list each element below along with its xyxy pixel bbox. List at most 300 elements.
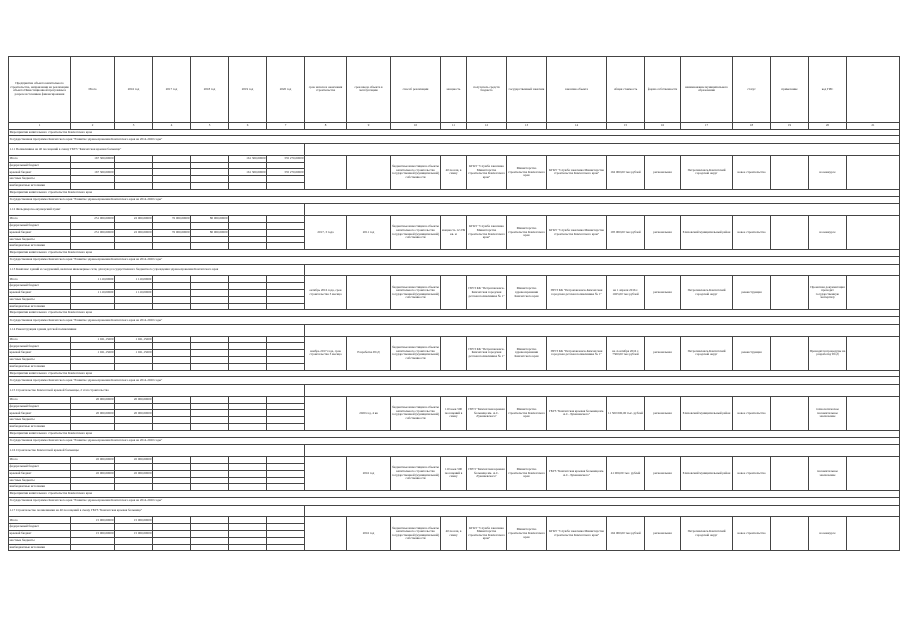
empty-cell	[771, 517, 809, 551]
program-row	[9, 497, 900, 505]
financing-value	[267, 517, 305, 524]
financing-value	[153, 357, 191, 364]
empty-cell	[771, 155, 809, 189]
financing-value	[153, 457, 191, 464]
financing-value	[191, 463, 229, 470]
financing-value: 15 000,00000	[71, 517, 115, 524]
financing-label: Итого	[9, 457, 71, 464]
financing-value	[153, 470, 191, 477]
financing-value	[267, 176, 305, 183]
financing-label: краевой бюджет	[9, 470, 71, 477]
term-cell: октябрь 2016 года, срок строительства 3 месяца	[305, 276, 347, 310]
financing-row	[9, 276, 900, 283]
financing-value: 335 270,00000	[267, 155, 305, 162]
financing-value: 76 000,00000	[153, 229, 191, 236]
owner-cell: ГБУЗ "Камчатская краевая больница им. А.С. Лукашевского"	[547, 457, 607, 491]
object-title: 1.12 Фельдшерско-акушерский пункт	[9, 204, 305, 216]
empty-cell	[771, 276, 809, 310]
financing-value	[153, 544, 191, 551]
method-cell: бюджетные инвестиции в объекты капитального строительства государственной (муниципальной) собственности	[391, 155, 441, 189]
financing-value: 1 110,00000	[115, 276, 153, 283]
financing-value	[153, 176, 191, 183]
financing-value	[71, 417, 115, 424]
financing-value	[267, 229, 305, 236]
commissioning-cell: 2011 год	[347, 216, 391, 250]
financing-value	[71, 183, 115, 190]
object-title: 1.13 Комплекс зданий и сооружений, включая инженерные сети, для нужд государственного бюджетного учреждения здравоохранения Камчатского края	[9, 264, 305, 276]
financing-label: местные бюджеты	[9, 357, 71, 364]
financing-value: 1 021,15000	[71, 350, 115, 357]
owner-cell: ГБУЗ КК "Петропавловск-Камчатская городская детская поликлиника № 1"	[547, 336, 607, 370]
financing-value	[267, 276, 305, 283]
financing-value	[153, 169, 191, 176]
gis-cell	[847, 457, 900, 491]
financing-value	[267, 222, 305, 229]
object-title: 1.14 Реконструкция здания детской поликлиники	[9, 324, 305, 336]
financing-value	[115, 283, 153, 290]
column-number: 8	[305, 122, 347, 129]
recipient-cell: ГБУЗ "Камчатская краевая больница им. А.С. Лукашевского"	[467, 457, 507, 491]
status-cell: новое строительство	[733, 457, 771, 491]
column-number: 5	[191, 122, 229, 129]
column-number: 6	[229, 122, 267, 129]
financing-value	[229, 236, 267, 243]
financing-row	[9, 216, 900, 223]
financing-value	[229, 162, 267, 169]
financing-value	[153, 343, 191, 350]
method-cell: бюджетные инвестиции в объекты капитального строительства государственной (муниципальной) собственности	[391, 216, 441, 250]
financing-value	[71, 296, 115, 303]
section-row	[9, 491, 900, 498]
financing-value: 22 000,00000	[115, 216, 153, 223]
financing-value	[191, 477, 229, 484]
financing-value	[267, 336, 305, 343]
financing-value	[267, 296, 305, 303]
cost-cell: на 1 апреля 2016 г. 1025,00 тыс.рублей	[607, 276, 645, 310]
financing-value	[191, 544, 229, 551]
column-number: 18	[733, 122, 771, 129]
commissioning-cell: 2020 год, 4 кв	[347, 396, 391, 430]
financing-label: внебюджетные источники	[9, 544, 71, 551]
empty-cell	[771, 396, 809, 430]
municipality-cell: Елизовский муниципальный район	[681, 457, 733, 491]
cost-cell: 41 000,00 тыс. рублей	[607, 457, 645, 491]
owner-cell: ГБУЗ КК "Петропавловск-Камчатская городская детская поликлиника № 1"	[547, 276, 607, 310]
gis-cell	[847, 517, 900, 551]
financing-value	[115, 417, 153, 424]
financing-value	[229, 176, 267, 183]
column-header: примечание	[771, 57, 809, 123]
capacity-cell: 40 посещ. в смену	[441, 517, 467, 551]
term-cell	[305, 396, 347, 430]
financing-value	[191, 176, 229, 183]
commissioning-cell: 2016 год	[347, 517, 391, 551]
column-number: 15	[607, 122, 645, 129]
municipality-cell: Елизовский муниципальный район	[681, 396, 733, 430]
section-row	[9, 370, 900, 377]
financing-value	[191, 303, 229, 310]
gis-cell	[847, 155, 900, 189]
section-title: Мероприятия капитального строительства Камчатского края	[9, 491, 900, 498]
municipality-cell: Петропавловск-Камчатский городской округ	[681, 276, 733, 310]
financing-value	[229, 410, 267, 417]
financing-value: 20 000,00000	[115, 396, 153, 403]
column-header: срок начала и окончания строительства	[305, 57, 347, 123]
financing-value	[229, 343, 267, 350]
object-row	[9, 204, 900, 216]
financing-value	[191, 357, 229, 364]
column-header: Предприятие объекта капитального строительства, направления на реализацию объекта Инвестиционной программы в разрезе источников финансирования	[9, 57, 71, 123]
financing-value	[115, 343, 153, 350]
note-cell: на конкурсе	[809, 216, 847, 250]
customer-cell: Министерство строительства Камчатского края	[507, 396, 547, 430]
column-header: получатель средств бюджета	[467, 57, 507, 123]
financing-value	[153, 477, 191, 484]
financing-label: внебюджетные источники	[9, 303, 71, 310]
object-row	[9, 445, 900, 457]
program-row	[9, 196, 900, 204]
financing-value: 251 000,00000	[71, 216, 115, 223]
municipality-cell: Петропавловск-Камчатский городской округ	[681, 155, 733, 189]
financing-value	[267, 477, 305, 484]
financing-value	[267, 350, 305, 357]
financing-value	[71, 463, 115, 470]
financing-label: краевой бюджет	[9, 410, 71, 417]
municipality-cell: Петропавловск-Камчатский городской округ	[681, 336, 733, 370]
investment-program-table	[8, 56, 900, 551]
financing-value	[229, 530, 267, 537]
financing-label: местные бюджеты	[9, 477, 71, 484]
financing-label: внебюджетные источники	[9, 484, 71, 491]
ownership-cell: региональная	[645, 457, 681, 491]
object-title: 1.15 Строительство Камчатской краевой больницы, 2 этап строительства	[9, 385, 305, 397]
status-cell: новое строительство	[733, 396, 771, 430]
financing-label: краевой бюджет	[9, 289, 71, 296]
program-row	[9, 377, 900, 385]
column-header: форма собственности	[645, 57, 681, 123]
financing-value	[153, 396, 191, 403]
empty-cell	[771, 457, 809, 491]
recipient-cell: ГБУЗ КК "Петропавловск-Камчатская городская детская поликлиника № 1"	[467, 276, 507, 310]
object-row	[9, 385, 900, 397]
financing-value	[267, 216, 305, 223]
commissioning-cell	[347, 155, 391, 189]
ownership-cell: региональная	[645, 396, 681, 430]
financing-value	[229, 289, 267, 296]
financing-label: Итого	[9, 276, 71, 283]
financing-value	[71, 544, 115, 551]
financing-label: местные бюджеты	[9, 537, 71, 544]
financing-value	[267, 303, 305, 310]
financing-value	[267, 524, 305, 531]
financing-label: внебюджетные источники	[9, 183, 71, 190]
financing-value	[191, 350, 229, 357]
financing-value	[267, 363, 305, 370]
financing-label: федеральный бюджет	[9, 162, 71, 169]
financing-value: 45 000,00000	[71, 457, 115, 464]
financing-value	[153, 363, 191, 370]
financing-value	[267, 343, 305, 350]
financing-value	[153, 276, 191, 283]
financing-value	[191, 537, 229, 544]
capacity-cell: 110 коек 500 посещений в смену	[441, 396, 467, 430]
financing-row	[9, 517, 900, 524]
ownership-cell: региональная	[645, 517, 681, 551]
program-title: Государственная программа Камчатского края "Развитие здравоохранения Камчатского края на 2014-2020 годы"	[9, 196, 900, 204]
recipient-cell: КГКУ "Служба заказчика Министерства строительства Камчатского края"	[467, 155, 507, 189]
financing-row	[9, 155, 900, 162]
financing-value	[267, 484, 305, 491]
financing-label: федеральный бюджет	[9, 283, 71, 290]
financing-value	[229, 229, 267, 236]
financing-value: 161 300,00000	[229, 169, 267, 176]
financing-value: 15 000,00000	[71, 530, 115, 537]
object-row	[9, 144, 900, 156]
financing-label: Итого	[9, 396, 71, 403]
financing-value	[229, 477, 267, 484]
financing-value	[71, 363, 115, 370]
financing-value	[229, 457, 267, 464]
column-header: способ реализации	[391, 57, 441, 123]
financing-value	[71, 537, 115, 544]
financing-value	[229, 424, 267, 431]
column-number: 9	[347, 122, 391, 129]
financing-value	[267, 403, 305, 410]
financing-value	[267, 236, 305, 243]
financing-label: Итого	[9, 336, 71, 343]
financing-value	[229, 296, 267, 303]
term-cell: 2017, 3 года	[305, 216, 347, 250]
financing-value	[267, 417, 305, 424]
financing-value	[267, 544, 305, 551]
financing-value	[191, 296, 229, 303]
financing-value	[191, 162, 229, 169]
method-cell: бюджетные инвестиции в объекты капитального строительства государственной (муниципальной) собственности	[391, 276, 441, 310]
financing-value: 45 000,00000	[115, 457, 153, 464]
cost-cell: на 4 октября 2016 г. 7500,00 тыс.рублей	[607, 336, 645, 370]
financing-label: внебюджетные источники	[9, 363, 71, 370]
financing-value	[153, 162, 191, 169]
column-header: 2018 год	[191, 57, 229, 123]
section-row	[9, 129, 900, 136]
financing-value	[153, 303, 191, 310]
financing-value	[115, 169, 153, 176]
customer-cell: Министерство строительства Камчатского края	[507, 517, 547, 551]
financing-row	[9, 396, 900, 403]
financing-value	[229, 222, 267, 229]
financing-value	[191, 470, 229, 477]
program-title: Государственная программа Камчатского края "Развитие здравоохранения Камчатского края на 2014-2020 годы"	[9, 136, 900, 144]
status-cell: новое строительство	[733, 216, 771, 250]
column-number: 11	[441, 122, 467, 129]
financing-value	[115, 303, 153, 310]
column-header: Итого	[71, 57, 115, 123]
financing-value	[229, 403, 267, 410]
financing-value	[229, 470, 267, 477]
financing-value	[229, 363, 267, 370]
financing-value: 45 000,00000	[115, 470, 153, 477]
financing-value	[191, 410, 229, 417]
financing-value: 80 000,00000	[191, 216, 229, 223]
financing-value: 1 021,15000	[115, 336, 153, 343]
column-header: 2017 год	[153, 57, 191, 123]
program-title: Государственная программа Камчатского края "Развитие здравоохранения Камчатского края на 2014-2020 годы"	[9, 377, 900, 385]
table-cell	[305, 385, 900, 397]
column-header: срок ввода объекта в эксплуатацию	[347, 57, 391, 123]
financing-value	[71, 303, 115, 310]
capacity-cell	[441, 276, 467, 310]
financing-value	[71, 236, 115, 243]
financing-value	[191, 222, 229, 229]
financing-value	[229, 396, 267, 403]
gis-cell	[847, 276, 900, 310]
financing-value	[71, 524, 115, 531]
financing-value	[229, 303, 267, 310]
financing-value	[267, 183, 305, 190]
status-cell: новое строительство	[733, 155, 771, 189]
financing-label: федеральный бюджет	[9, 222, 71, 229]
ownership-cell: региональная	[645, 216, 681, 250]
table-cell	[305, 144, 900, 156]
financing-value	[153, 524, 191, 531]
financing-value	[267, 243, 305, 250]
financing-value	[115, 537, 153, 544]
section-row	[9, 250, 900, 257]
section-title: Мероприятия капитального строительства Камчатского края	[9, 189, 900, 196]
section-row	[9, 189, 900, 196]
column-number: 1	[9, 122, 71, 129]
column-number: 12	[467, 122, 507, 129]
financing-label: краевой бюджет	[9, 530, 71, 537]
financing-label: внебюджетные источники	[9, 424, 71, 431]
financing-value	[191, 183, 229, 190]
column-number: 19	[771, 122, 809, 129]
financing-value	[153, 403, 191, 410]
capacity-cell: мощность 12 239 кв. м	[441, 216, 467, 250]
column-number: 2	[71, 122, 115, 129]
financing-value	[153, 222, 191, 229]
financing-value	[229, 357, 267, 364]
financing-label: местные бюджеты	[9, 296, 71, 303]
term-cell	[305, 517, 347, 551]
ownership-cell: региональная	[645, 336, 681, 370]
program-row	[9, 136, 900, 144]
financing-value	[115, 183, 153, 190]
financing-value	[229, 183, 267, 190]
financing-value: 1 110,00000	[71, 289, 115, 296]
financing-value	[153, 243, 191, 250]
financing-value	[267, 162, 305, 169]
term-cell	[305, 457, 347, 491]
financing-label: федеральный бюджет	[9, 524, 71, 531]
method-cell: бюджетные инвестиции в объекты капитального строительства государственной (муниципальной) собственности	[391, 396, 441, 430]
table-cell	[305, 324, 900, 336]
financing-label: внебюджетные источники	[9, 243, 71, 250]
financing-value	[71, 243, 115, 250]
financing-value	[267, 289, 305, 296]
owner-cell: КГКУ "Служба заказчика Министерства строительства Камчатского края"	[547, 517, 607, 551]
gis-cell	[847, 396, 900, 430]
financing-value	[71, 283, 115, 290]
financing-value: 167 300,00000	[71, 155, 115, 162]
financing-value	[71, 343, 115, 350]
section-row	[9, 430, 900, 437]
financing-value	[115, 243, 153, 250]
program-row	[9, 256, 900, 264]
column-header: общая стоимость	[607, 57, 645, 123]
financing-value: 76 000,00000	[153, 216, 191, 223]
financing-label: федеральный бюджет	[9, 403, 71, 410]
financing-value	[229, 350, 267, 357]
financing-value	[191, 336, 229, 343]
financing-value	[267, 457, 305, 464]
financing-value	[71, 162, 115, 169]
financing-value	[115, 424, 153, 431]
program-row	[9, 317, 900, 325]
program-title: Государственная программа Камчатского края "Развитие здравоохранения Камчатского края на 2014-2020 годы"	[9, 256, 900, 264]
section-title: Мероприятия капитального строительства Камчатского края	[9, 310, 900, 317]
financing-value	[191, 243, 229, 250]
financing-value	[153, 537, 191, 544]
financing-value: 1 021,15000	[115, 350, 153, 357]
column-number: 16	[645, 122, 681, 129]
gis-cell	[847, 216, 900, 250]
term-cell: ноябрь 2017 года, срок строительства 3 месяца	[305, 336, 347, 370]
financing-value: 20 000,00000	[71, 396, 115, 403]
status-cell: новое строительство	[733, 517, 771, 551]
financing-value	[71, 477, 115, 484]
financing-value	[191, 484, 229, 491]
object-title: 1.17 Строительство поликлиники на 40 посещений в смену ГБУЗ "Камчатская краевая больница"	[9, 505, 305, 517]
financing-label: Итого	[9, 517, 71, 524]
column-number: 13	[507, 122, 547, 129]
column-number: 14	[547, 122, 607, 129]
financing-label: местные бюджеты	[9, 176, 71, 183]
customer-cell: Министерство строительства Камчатского края	[507, 216, 547, 250]
column-header: 2020 год	[267, 57, 305, 123]
status-cell: реконструкция	[733, 276, 771, 310]
program-title: Государственная программа Камчатского края "Развитие здравоохранения Камчатского края на 2014-2020 годы"	[9, 317, 900, 325]
financing-value	[71, 424, 115, 431]
investment-program-table-sheet	[8, 56, 897, 600]
ownership-cell: региональная	[645, 155, 681, 189]
gis-cell	[847, 336, 900, 370]
column-header: заказчик объекта	[547, 57, 607, 123]
financing-label: краевой бюджет	[9, 350, 71, 357]
financing-value	[191, 524, 229, 531]
column-number: 17	[681, 122, 733, 129]
financing-value: 1 110,00000	[71, 276, 115, 283]
financing-label: Итого	[9, 216, 71, 223]
financing-row	[9, 336, 900, 343]
financing-value	[229, 276, 267, 283]
recipient-cell: КГКУ "Служба заказчика Министерства строительства Камчатского края"	[467, 517, 507, 551]
owner-cell: КГКУ "Служба заказчика Министерства строительства Камчатского края"	[547, 155, 607, 189]
owner-cell: КГКУ "Служба заказчика Министерства строительства Камчатского края"	[547, 216, 607, 250]
financing-value	[229, 216, 267, 223]
column-header: статус	[733, 57, 771, 123]
financing-value	[267, 463, 305, 470]
financing-value: 15 000,00000	[115, 530, 153, 537]
financing-value	[71, 484, 115, 491]
capacity-cell: 110 коек 500 посещений в смену	[441, 457, 467, 491]
financing-label: краевой бюджет	[9, 229, 71, 236]
financing-label: федеральный бюджет	[9, 463, 71, 470]
column-header: государственный заказчик	[507, 57, 547, 123]
column-header: 2019 год	[229, 57, 267, 123]
financing-value	[71, 403, 115, 410]
note-cell: технологическое положительное заключение	[809, 396, 847, 430]
